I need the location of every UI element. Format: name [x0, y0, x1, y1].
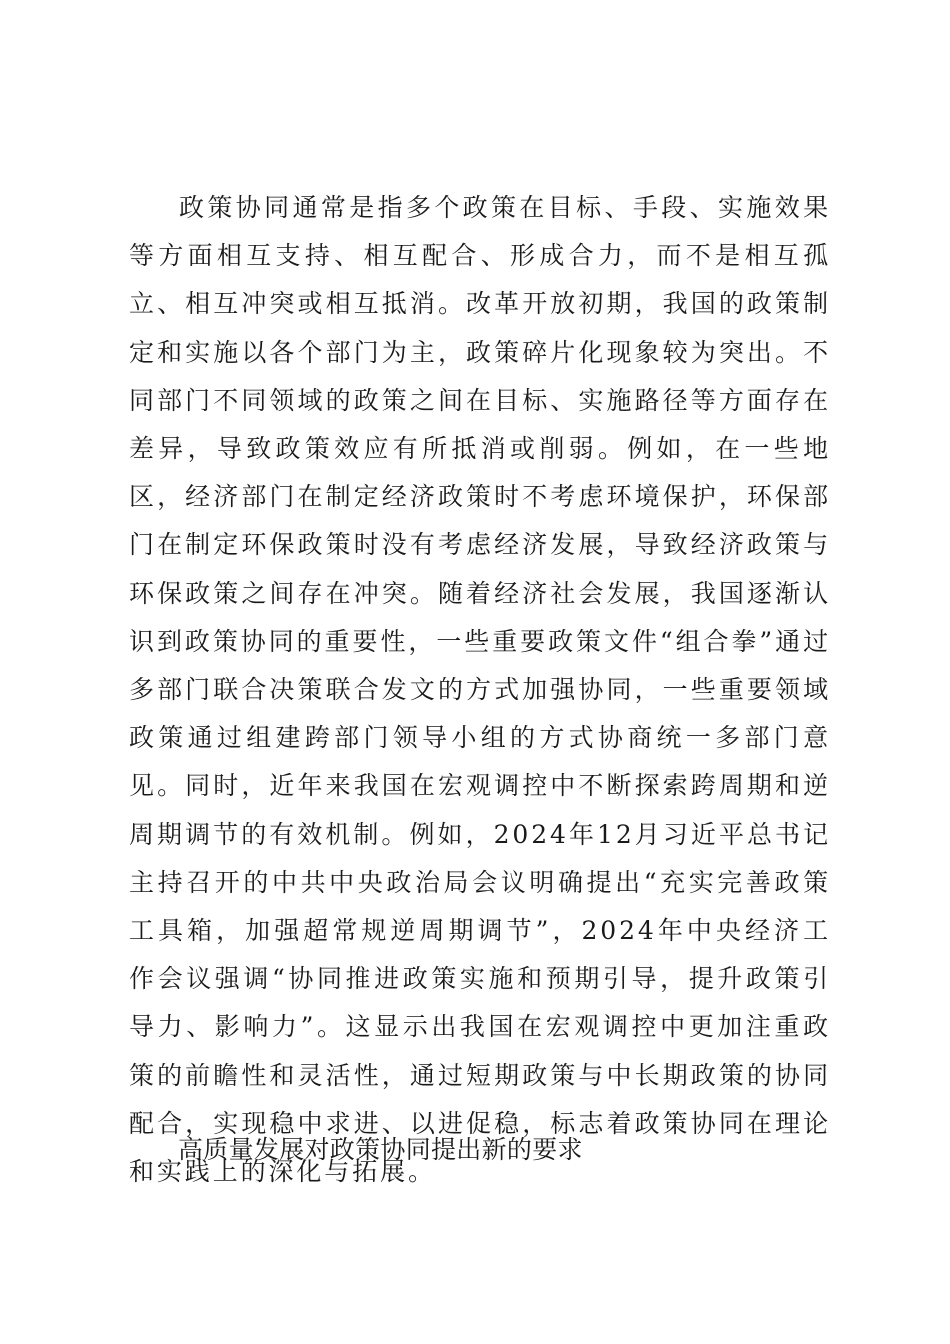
section-heading: 高质量发展对政策协同提出新的要求 — [178, 1135, 583, 1164]
body-paragraph: 政策协同通常是指多个政策在目标、手段、实施效果等方面相互支持、相互配合、形成合力，而不是相互孤立、相互冲突或相互抵消。改革开放初期，我国的政策制定和实施以各个部门为主，政策碎片化现象较为突出。不同部门不同领域的政策之间在目标、实施路径等方面存在差异，导致政策效应有所抵消或削弱。例如，在一些地区，经济部门在制定经济政策时不考虑环境保护，环保部门在制定环保政策时没有考虑经济发展，导致经济政策与环保政策之间存在冲突。随着经济社会发展，我国逐渐认识到政策协同的重要性，一些重要政策文件“组合拳”通过多部门联合决策联合发文的方式加强协同，一些重要领域政策通过组建跨部门领导小组的方式协商统一多部门意见。同时，近年来我国在宏观调控中不断探索跨周期和逆周期调节的有效机制。例如，2024年12月习近平总书记主持召开的中共中央政治局会议明确提出“充实完善政策工具箱，加强超常规逆周期调节”，2024年中央经济工作会议强调“协同推进政策实施和预期引导，提升政策引导力、影响力”。这显示出我国在宏观调控中更加注重政策的前瞻性和灵活性，通过短期政策与中长期政策的协同配合，实现稳中求进、以进促稳，标志着政策协同在理论和实践上的深化与拓展。 — [129, 193, 831, 1187]
